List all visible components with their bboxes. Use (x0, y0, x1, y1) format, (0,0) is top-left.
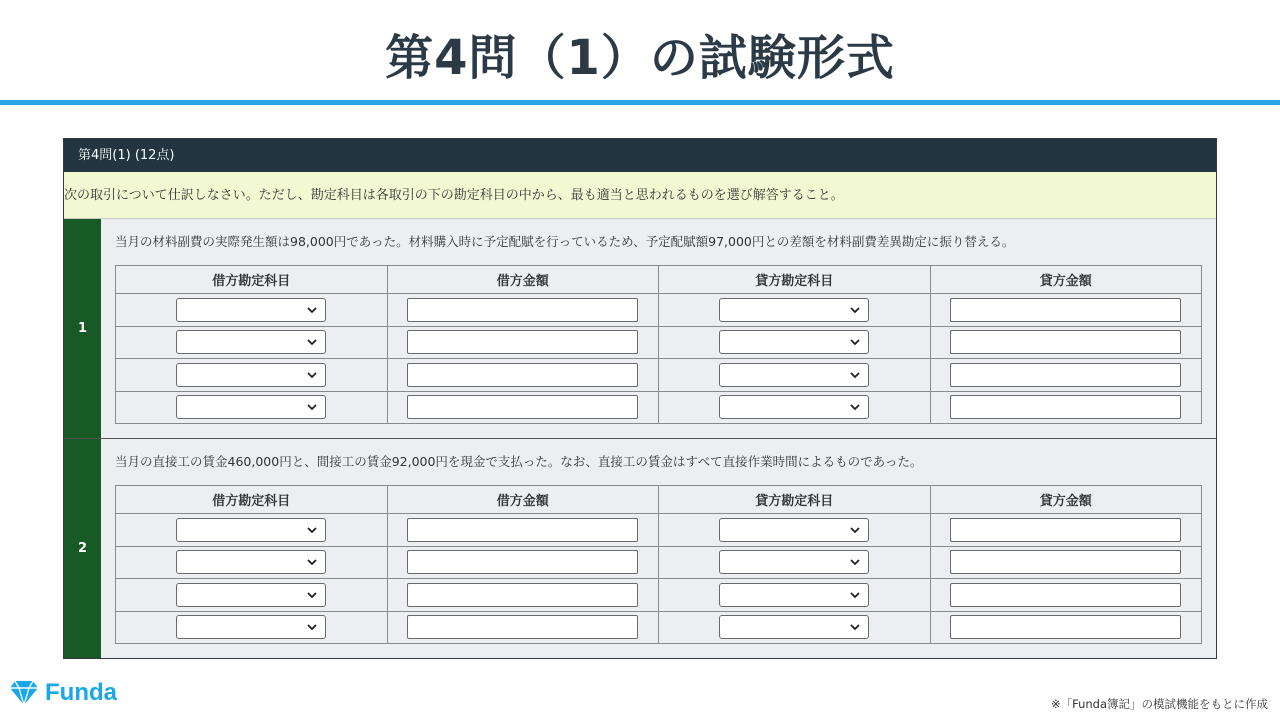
credit-amount-input[interactable] (950, 298, 1181, 322)
debit-account-select[interactable] (176, 298, 326, 322)
debit-account-select[interactable] (176, 615, 326, 639)
title-underline (0, 100, 1280, 105)
question-number: 2 (64, 439, 101, 658)
chevron-down-icon (848, 555, 862, 569)
journal-row (116, 514, 1202, 547)
col-debit-account: 借方勘定科目 (116, 486, 388, 514)
question-text: 当月の材料副費の実際発生額は98,000円であった。材料購入時に予定配賦を行っているため、予定配賦額97,000円との差額を材料副費差異勘定に振り替える。 (115, 234, 1015, 249)
credit-account-select[interactable] (719, 583, 869, 607)
credit-amount-input[interactable] (950, 550, 1181, 574)
journal-row (116, 546, 1202, 579)
col-credit-account: 貸方勘定科目 (659, 486, 931, 514)
credit-account-select[interactable] (719, 395, 869, 419)
chevron-down-icon (305, 523, 319, 537)
journal-row (116, 294, 1202, 327)
col-debit-amount: 借方金額 (387, 266, 659, 294)
debit-amount-input[interactable] (407, 363, 638, 387)
debit-amount-input[interactable] (407, 298, 638, 322)
question-number: 1 (64, 219, 101, 438)
question-2 (64, 439, 1216, 658)
credit-amount-input[interactable] (950, 518, 1181, 542)
chevron-down-icon (848, 303, 862, 317)
chevron-down-icon (305, 368, 319, 382)
credit-amount-input[interactable] (950, 330, 1181, 354)
debit-amount-input[interactable] (407, 550, 638, 574)
credit-amount-input[interactable] (950, 395, 1181, 419)
chevron-down-icon (305, 303, 319, 317)
slide-title: 第4問（1）の試験形式 (385, 30, 895, 86)
chevron-down-icon (848, 523, 862, 537)
question-1 (64, 219, 1216, 439)
credit-account-select[interactable] (719, 550, 869, 574)
credit-amount-input[interactable] (950, 583, 1181, 607)
debit-amount-input[interactable] (407, 330, 638, 354)
journal-row (116, 391, 1202, 424)
exam-instructions: 次の取引について仕訳しなさい。ただし、勘定科目は各取引の下の勘定科目の中から、最も適当と思われるものを選び解答すること。 (64, 172, 1216, 219)
col-credit-amount: 貸方金額 (930, 486, 1202, 514)
chevron-down-icon (848, 588, 862, 602)
debit-account-select[interactable] (176, 363, 326, 387)
col-debit-amount: 借方金額 (387, 486, 659, 514)
col-credit-account: 貸方勘定科目 (659, 266, 931, 294)
credit-account-select[interactable] (719, 298, 869, 322)
exam-panel (63, 138, 1217, 659)
exam-header: 第4問(1) (12点) (64, 139, 1216, 172)
debit-amount-input[interactable] (407, 395, 638, 419)
credit-amount-input[interactable] (950, 363, 1181, 387)
debit-amount-input[interactable] (407, 583, 638, 607)
chevron-down-icon (305, 555, 319, 569)
journal-table (115, 485, 1202, 644)
chevron-down-icon (848, 335, 862, 349)
funda-logo (9, 679, 117, 707)
chevron-down-icon (305, 588, 319, 602)
chevron-down-icon (305, 620, 319, 634)
col-credit-amount: 貸方金額 (930, 266, 1202, 294)
question-text: 当月の直接工の賃金460,000円と、間接工の賃金92,000円を現金で支払った。なお、直接工の賃金はすべて直接作業時間によるものであった。 (115, 454, 923, 469)
logo-text: Funda (45, 679, 117, 706)
debit-account-select[interactable] (176, 330, 326, 354)
chevron-down-icon (848, 620, 862, 634)
journal-row (116, 359, 1202, 392)
credit-account-select[interactable] (719, 330, 869, 354)
chevron-down-icon (848, 368, 862, 382)
chevron-down-icon (848, 400, 862, 414)
question-body (101, 219, 1216, 438)
journal-row (116, 579, 1202, 612)
debit-amount-input[interactable] (407, 518, 638, 542)
col-debit-account: 借方勘定科目 (116, 266, 388, 294)
journal-row (116, 611, 1202, 644)
chevron-down-icon (305, 335, 319, 349)
chevron-down-icon (305, 400, 319, 414)
debit-account-select[interactable] (176, 395, 326, 419)
footnote: ※「Funda簿記」の模試機能をもとに作成 (1050, 697, 1268, 711)
credit-account-select[interactable] (719, 615, 869, 639)
journal-table (115, 265, 1202, 424)
debit-account-select[interactable] (176, 518, 326, 542)
journal-row (116, 326, 1202, 359)
credit-account-select[interactable] (719, 363, 869, 387)
credit-amount-input[interactable] (950, 615, 1181, 639)
question-body (101, 439, 1216, 658)
debit-account-select[interactable] (176, 583, 326, 607)
debit-amount-input[interactable] (407, 615, 638, 639)
gem-icon (9, 680, 39, 706)
credit-account-select[interactable] (719, 518, 869, 542)
debit-account-select[interactable] (176, 550, 326, 574)
